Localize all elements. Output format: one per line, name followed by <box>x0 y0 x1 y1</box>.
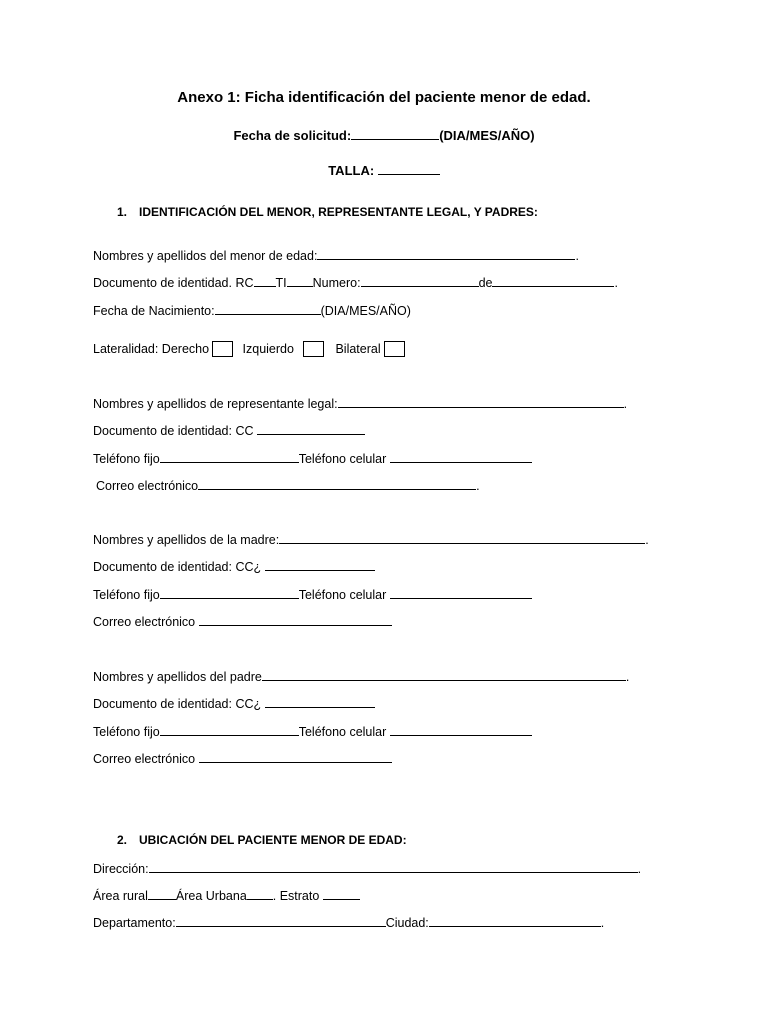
period: . <box>625 670 630 684</box>
derecho-label: Lateralidad: Derecho <box>93 342 210 356</box>
period: . <box>614 276 618 290</box>
father-phone-line <box>93 723 532 739</box>
document-title: Anexo 1: Ficha identificación del paciente menor de edad. <box>177 89 591 106</box>
mother-cell-blank[interactable] <box>390 586 532 599</box>
rural-blank[interactable] <box>148 887 176 900</box>
legal-phone-line <box>93 450 532 466</box>
departamento-blank[interactable] <box>176 914 386 927</box>
departamento-label: Departamento: <box>93 916 176 930</box>
period: . <box>645 533 649 547</box>
talla-label: TALLA: <box>328 163 375 178</box>
bilateral-label: Bilateral <box>335 342 381 356</box>
minor-birth-line <box>93 302 411 318</box>
ciudad-label: Ciudad: <box>385 916 429 930</box>
father-doc-line <box>93 695 375 711</box>
legal-email-blank[interactable] <box>198 477 476 490</box>
section1-title: IDENTIFICACIÓN DEL MENOR, REPRESENTANTE LEGAL, Y PADRES: <box>139 205 538 219</box>
minor-name-blank[interactable] <box>317 247 575 260</box>
section2-number: 2. <box>117 833 128 847</box>
father-cell-label: Teléfono celular <box>298 725 387 739</box>
direccion-blank[interactable] <box>149 860 638 873</box>
minor-doc-label: Documento de identidad. RC <box>93 276 254 290</box>
talla-line <box>0 162 768 178</box>
izquierdo-label: Izquierdo <box>242 342 294 356</box>
mother-phone-line <box>93 586 532 602</box>
father-name-blank[interactable] <box>262 668 626 681</box>
fecha-solicitud-blank[interactable] <box>351 127 439 140</box>
birth-blank[interactable] <box>215 302 321 315</box>
period: . <box>600 916 605 930</box>
departamento-line <box>93 914 604 930</box>
izquierdo-checkbox[interactable] <box>303 341 324 357</box>
urbana-blank[interactable] <box>247 887 273 900</box>
ti-blank[interactable] <box>287 274 313 287</box>
legal-email-line <box>96 477 480 493</box>
mother-doc-line <box>93 558 375 574</box>
father-phone-label: Teléfono fijo <box>93 725 160 739</box>
derecho-checkbox[interactable] <box>212 341 233 357</box>
legal-doc-label: Documento de identidad: CC <box>93 424 254 438</box>
birth-label: Fecha de Nacimiento: <box>93 304 215 318</box>
section2-heading <box>117 833 407 847</box>
urbana-label: Área Urbana <box>175 889 247 903</box>
estrato-label: . Estrato <box>272 889 320 903</box>
legal-name-label: Nombres y apellidos de representante legal: <box>93 397 338 411</box>
period: . <box>575 249 579 263</box>
father-email-blank[interactable] <box>199 750 392 763</box>
section2-title: UBICACIÓN DEL PACIENTE MENOR DE EDAD: <box>139 833 407 847</box>
mother-doc-blank[interactable] <box>265 558 375 571</box>
mother-cell-label: Teléfono celular <box>298 588 387 602</box>
period: . <box>476 479 480 493</box>
father-cell-blank[interactable] <box>390 723 532 736</box>
rural-label: Área rural <box>93 889 148 903</box>
father-phone-blank[interactable] <box>160 723 299 736</box>
mother-phone-blank[interactable] <box>160 586 299 599</box>
legal-doc-line <box>93 422 365 438</box>
estrato-blank[interactable] <box>323 887 360 900</box>
period: . <box>623 397 628 411</box>
father-doc-label: Documento de identidad: CC¿ <box>93 697 262 711</box>
father-name-line <box>93 668 629 684</box>
father-name-label: Nombres y apellidos del padre <box>93 670 262 684</box>
ti-label: TI <box>275 276 287 290</box>
minor-doc-line <box>93 274 618 290</box>
legal-name-line <box>93 395 627 411</box>
bilateral-checkbox[interactable] <box>384 341 405 357</box>
legal-cell-blank[interactable] <box>390 450 532 463</box>
area-line <box>93 887 360 903</box>
legal-doc-blank[interactable] <box>257 422 365 435</box>
mother-email-blank[interactable] <box>199 613 392 626</box>
father-email-label: Correo electrónico <box>93 752 196 766</box>
direccion-line <box>93 860 641 876</box>
father-doc-blank[interactable] <box>265 695 375 708</box>
rc-blank[interactable] <box>254 274 276 287</box>
mother-email-line <box>93 613 392 629</box>
ciudad-blank[interactable] <box>429 914 601 927</box>
fecha-solicitud-suffix: (DIA/MES/AÑO) <box>439 128 535 143</box>
section1-heading <box>117 205 538 219</box>
fecha-solicitud-line <box>0 127 768 143</box>
legal-phone-label: Teléfono fijo <box>93 452 160 466</box>
legal-phone-blank[interactable] <box>160 450 299 463</box>
numero-blank[interactable] <box>361 274 479 287</box>
mother-name-line <box>93 531 649 547</box>
mother-doc-label: Documento de identidad: CC¿ <box>93 560 262 574</box>
de-blank[interactable] <box>492 274 614 287</box>
minor-name-label: Nombres y apellidos del menor de edad: <box>93 249 318 263</box>
mother-name-label: Nombres y apellidos de la madre: <box>93 533 280 547</box>
numero-label: Numero: <box>312 276 361 290</box>
mother-email-label: Correo electrónico <box>93 615 196 629</box>
section1-number: 1. <box>117 205 128 219</box>
minor-name-line <box>93 247 579 263</box>
period: . <box>637 862 642 876</box>
lateralidad-line <box>93 341 411 357</box>
de-label: de <box>478 276 493 290</box>
legal-cell-label: Teléfono celular <box>298 452 387 466</box>
direccion-label: Dirección: <box>93 862 149 876</box>
legal-email-label: Correo electrónico <box>96 479 199 493</box>
mother-phone-label: Teléfono fijo <box>93 588 160 602</box>
mother-name-blank[interactable] <box>279 531 645 544</box>
legal-name-blank[interactable] <box>338 395 624 408</box>
talla-blank[interactable] <box>378 162 440 175</box>
birth-suffix: (DIA/MES/AÑO) <box>320 304 411 318</box>
father-email-line <box>93 750 392 766</box>
fecha-solicitud-label: Fecha de solicitud: <box>233 128 352 143</box>
